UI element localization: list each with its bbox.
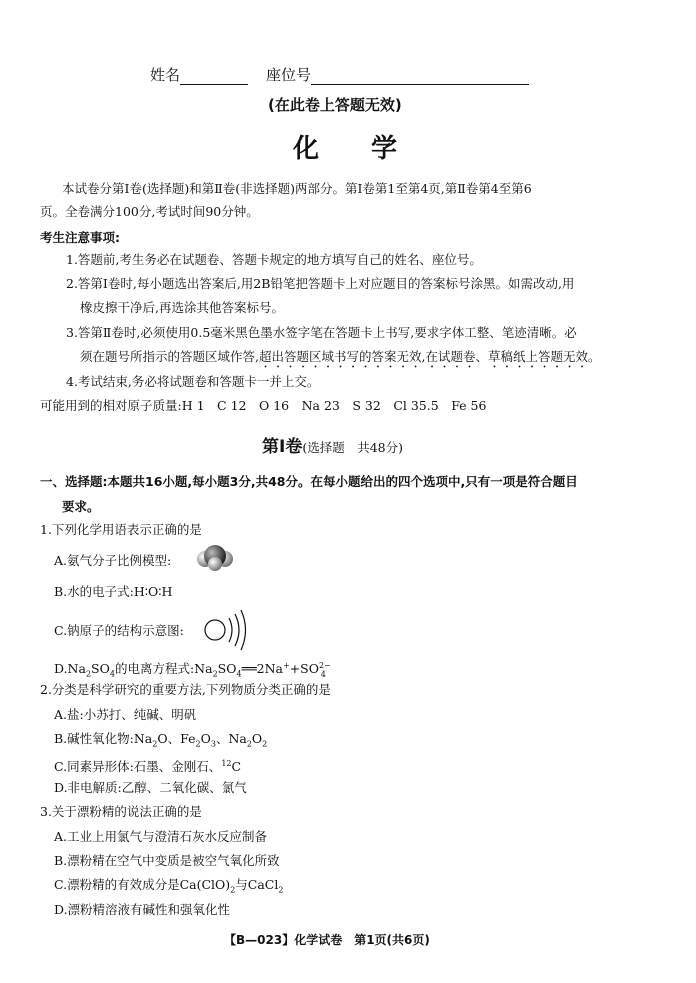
- q1-option-b: B.水的电子式:H∶O∶H: [54, 584, 173, 599]
- intro-line1: 本试卷分第Ⅰ卷(选择题)和第Ⅱ卷(非选择题)两部分。第Ⅰ卷第1至第4页,第Ⅱ卷第4至第6: [62, 181, 532, 196]
- q1-option-c: C.钠原子的结构示意图:: [54, 623, 184, 638]
- sodium-atom-diagram-icon: [202, 608, 250, 652]
- section1-title-line: [262, 432, 403, 457]
- notes-heading: 考生注意事项:: [40, 230, 120, 245]
- q3-option-b: B.漂粉精在空气中变质是被空气氧化所致: [54, 853, 280, 868]
- q3-option-c: C.漂粉精的有效成分是$Ca(ClO)_2$与CaCl$_2$: [54, 877, 284, 895]
- part1-line1: 一、选择题:本题共16小题,每小题3分,共48分。在每小题给出的四个选项中,只有一项是符合题目: [40, 474, 578, 489]
- intro-line2: 页。全卷满分100分,考试时间90分钟。: [40, 204, 259, 219]
- q2-option-d: D.非电解质:乙醇、二氧化碳、氯气: [54, 780, 247, 795]
- note-item2-line2: 橡皮擦干净后,再选涂其他答案标号。: [80, 300, 284, 315]
- page-footer: 【B—023】化学试卷 第1页(共6页): [224, 933, 430, 947]
- section1-subtitle: (选择题 共48分): [302, 440, 403, 455]
- note-item3-emphasis-2: 在试题卷、草稿纸上答题无效: [425, 349, 588, 364]
- note-item1: 1.答题前,考生务必在试题卷、答题卡规定的地方填写自己的姓名、座位号。: [66, 252, 482, 267]
- note-item3-line2: [80, 348, 601, 371]
- q2-stem: 2.分类是科学研究的重要方法,下列物质分类正确的是: [40, 682, 331, 697]
- q1-option-d: $D.Na_2SO_4$的电离方程式$:Na_2SO_4══2Na^++SO^{2-}_4$: [54, 661, 331, 679]
- q1-stem: 1.下列化学用语表示正确的是: [40, 522, 202, 537]
- q2-option-b: B.碱性氧化物$:Na_2O$、$Fe_2O_3$、$Na_2O_2$: [54, 731, 268, 749]
- note-item2-line1: 2.答第Ⅰ卷时,每小题选出答案后,用2B铅笔把答题卡上对应题目的答案标号涂黑。如需改动,用: [66, 276, 575, 291]
- note-item3-line1: 3.答第Ⅱ卷时,必须使用0.5毫米黑色墨水签字笔在答题卡上书写,要求字体工整、笔迹清晰。必: [66, 325, 577, 340]
- name-blank[interactable]: [180, 68, 248, 85]
- q2-option-c: C.同素异形体:石墨、金刚石、$^{12}$C: [54, 759, 242, 775]
- q1-option-a-text: A.氨气分子比例模型:: [54, 553, 172, 568]
- part1-line2: 要求。: [62, 499, 100, 514]
- seat-label: 座位号: [266, 66, 312, 84]
- note-item3-text-a: 须在题号所指示的答题区域作答,: [80, 349, 259, 364]
- ammonia-model-icon: [196, 540, 234, 574]
- note-item3-emphasis-1: 超出答题区域书写的答案无效: [258, 349, 422, 364]
- atomic-masses: 可能用到的相对原子质量:H 1 C 12 O 16 Na 23 S 32 Cl 35.5 Fe 56: [40, 398, 487, 413]
- q3-stem: 3.关于漂粉精的说法正确的是: [40, 804, 202, 819]
- q1-option-a: [54, 552, 171, 570]
- q3-option-d: D.漂粉精溶液有碱性和强氧化性: [54, 902, 231, 917]
- name-label: 姓名: [150, 66, 181, 84]
- q3-option-a: A.工业上用氯气与澄清石灰水反应制备: [54, 829, 268, 844]
- page-title: 化 学: [293, 134, 398, 164]
- note-item3-text-e: 。: [588, 349, 601, 364]
- note-item3-text-c: ,: [421, 349, 426, 364]
- note-item4: 4.考试结束,务必将试题卷和答题卡一并上交。: [66, 374, 320, 389]
- section1-title: 第Ⅰ卷: [262, 437, 303, 457]
- invalid-notice: (在此卷上答题无效): [268, 96, 402, 114]
- q2-option-a: A.盐:小苏打、纯碱、明矾: [54, 707, 197, 722]
- seat-blank[interactable]: [311, 68, 529, 85]
- name-seat-line: [150, 64, 529, 85]
